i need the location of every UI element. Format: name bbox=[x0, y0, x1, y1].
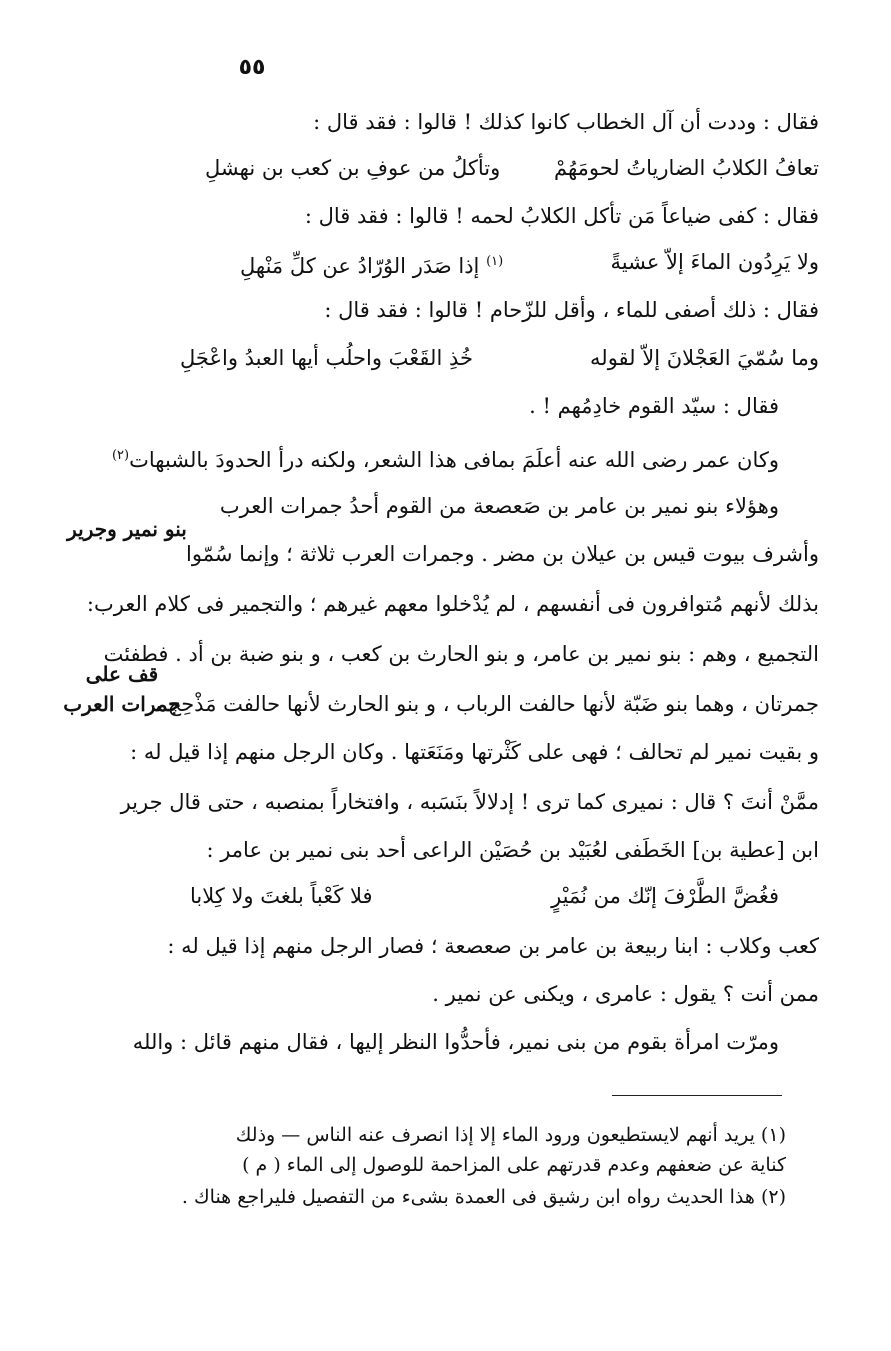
verse-2-hemistich-left bbox=[240, 248, 503, 280]
text-line-content: وكان عمر رضى الله عنه أعلَمَ بمافى هذا الشعر، ولكنه درأ الحدودَ بالشبهات bbox=[129, 448, 779, 472]
text-line: و بقيت نمير لم تحالف ؛ فهى على كَثْرتها ومَنَعَتها . وكان الرجل منهم إذا قيل له : bbox=[130, 740, 819, 764]
footnote-1-line-1: (١) يريد أنهم لايستطيعون ورود الماء إلا إذا انصرف عنه الناس — وذلك bbox=[235, 1124, 786, 1146]
verse-4-hemistich-right: فغُضَّ الطَّرْفَ إنّك من نُمَيْرٍ bbox=[551, 884, 779, 908]
verse-2-hemistich-right: ولا يَرِدُون الماءَ إلاّ عشيةً bbox=[610, 250, 819, 274]
text-line: ممَّنْ أنتَ ؟ قال : نميرى كما ترى ! إدلالاً بنَسَبه ، وافتخاراً بمنصبه ، حتى قال جرير bbox=[120, 790, 819, 814]
verse-1-hemistich-left: وتأكلُ من عوفِ بن كعب بن نهشلِ bbox=[205, 156, 501, 180]
text-line: التجميع ، وهم : بنو نمير بن عامر، و بنو الحارث بن كعب ، و بنو ضبة بن أد . فطفئت bbox=[103, 642, 819, 666]
verse-4-hemistich-left: فلا كَعْباً بلغتَ ولا كِلابا bbox=[190, 884, 373, 908]
text-line: ممن أنت ؟ يقول : عامرى ، ويكنى عن نمير . bbox=[432, 982, 819, 1006]
text-line: ومرّت امرأة بقوم من بنى نمير، فأحدُّوا النظر إليها ، فقال منهم قائل : والله bbox=[132, 1030, 779, 1054]
text-line: وهؤلاء بنو نمير بن عامر بن صَعصعة من القوم أحدُ جمرات العرب bbox=[219, 494, 779, 518]
text-line: كعب وكلاب : ابنا ربيعة بن عامر بن صعصعة ؛ فصار الرجل منهم إذا قيل له : bbox=[167, 934, 819, 958]
footnote-separator bbox=[612, 1095, 782, 1096]
footnote-ref-1: (١) bbox=[486, 254, 504, 269]
verse-3-hemistich-left: خُذِ القَعْبَ واحلُب أيها العبدُ واعْجَلِ bbox=[180, 346, 473, 370]
margin-note-banu-numayr: بنو نمير وجرير bbox=[67, 517, 187, 541]
text-line: فقال : كفى ضياعاً مَن تأكل الكلابُ لحمه ! قالوا : فقد قال : bbox=[304, 204, 819, 228]
page-number: ٥٥ bbox=[238, 55, 266, 80]
text-line: فقال : سيّد القوم خادِمُهم ! . bbox=[529, 394, 779, 418]
footnote-2: (٢) هذا الحديث رواه ابن رشيق فى العمدة بشىء من التفصيل فليراجع هناك . bbox=[181, 1186, 786, 1208]
text-line bbox=[112, 442, 779, 474]
footnote-ref-2: (٢) bbox=[111, 448, 130, 463]
verse-2-left-text: إذا صَدَر الوُرّادُ عن كلِّ مَنْهلِ bbox=[240, 254, 480, 278]
margin-note-qif-ala: قف على bbox=[85, 662, 159, 686]
text-line: بذلك لأنهم مُتوافرون فى أنفسهم ، لم يُدْخلوا معهم غيرهم ؛ والتجمير فى كلام العرب: bbox=[86, 592, 819, 616]
verse-3-hemistich-right: وما سُمّيَ العَجْلانَ إلاّ لقوله bbox=[590, 346, 819, 370]
text-line: وأشرف بيوت قيس بن عيلان بن مضر . وجمرات العرب ثلاثة ؛ وإنما سُمّوا bbox=[186, 542, 819, 566]
footnote-1-line-2: كناية عن ضعفهم وعدم قدرتهم على المزاحمة للوصول إلى الماء ( م ) bbox=[242, 1154, 786, 1176]
text-line: ابن [عطية بن] الخَطَفى لعُبَيْد بن حُصَيْن الراعى أحد بنى نمير بن عامر : bbox=[206, 838, 819, 862]
text-line: فقال : ذلك أصفى للماء ، وأقل للزّحام ! قالوا : فقد قال : bbox=[324, 298, 819, 322]
margin-note-jamarat-al-arab: جمرات العرب bbox=[63, 692, 181, 716]
text-line: فقال : وددت أن آل الخطاب كانوا كذلك ! قالوا : فقد قال : bbox=[313, 110, 819, 134]
verse-1-hemistich-right: تعافُ الكلابُ الضارياتُ لحومَهُمْ bbox=[553, 156, 819, 180]
text-line: جمرتان ، وهما بنو ضَبّة لأنها حالفت الرباب ، و بنو الحارث لأنها حالفت مَذْحِج ، bbox=[154, 692, 819, 716]
